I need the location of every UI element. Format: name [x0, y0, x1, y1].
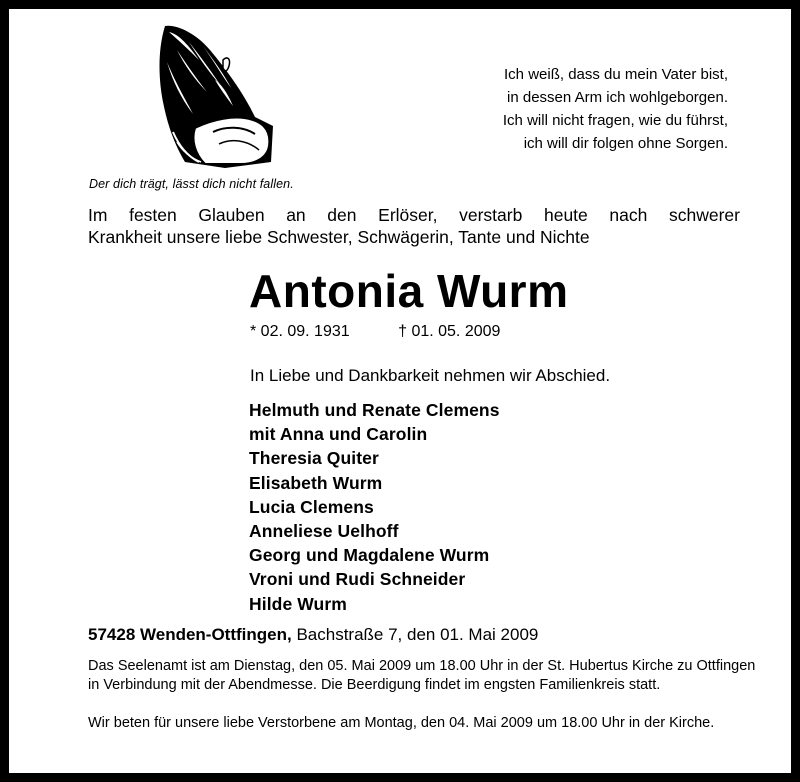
- poem: [503, 63, 728, 155]
- mourner: Elisabeth Wurm: [249, 472, 383, 493]
- mourner: Vroni und Rudi Schneider: [249, 569, 466, 590]
- poem-line: in dessen Arm ich wohlgeborgen.: [507, 89, 728, 106]
- mourner: Helmuth und Renate Clemens: [249, 400, 500, 420]
- birth-date: * 02. 09. 1931: [250, 323, 350, 340]
- address-place: 57428 Wenden-Ottfingen,: [88, 625, 292, 644]
- mourner: Hilde Wurm: [249, 593, 347, 614]
- deceased-name: Antonia Wurm: [249, 265, 569, 317]
- poem-line: Ich will nicht fragen, wie du führst,: [502, 112, 728, 129]
- life-dates: [250, 323, 500, 341]
- poem-line: Ich weiß, dass du mein Vater bist,: [504, 66, 728, 83]
- mourner: Theresia Quiter: [249, 448, 379, 469]
- mourner: Anneliese Uelhoff: [249, 521, 399, 542]
- address-rest: Bachstraße 7, den 01. Mai 2009: [291, 625, 539, 644]
- mourner: Lucia Clemens: [249, 496, 374, 517]
- address-line: [88, 625, 538, 645]
- death-date: † 01. 05. 2009: [398, 323, 501, 340]
- motto-caption: Der dich trägt, lässt dich nicht fallen.: [89, 177, 294, 191]
- poem-line: ich will dir folgen ohne Sorgen.: [523, 135, 728, 152]
- intro-line-1: Im festen Glauben an den Erlöser, verstarb heute nach schwerer: [88, 205, 740, 225]
- mourners-list: [249, 398, 500, 616]
- obituary-card: [9, 9, 791, 773]
- service-notice: Das Seelenamt ist am Dienstag, den 05. Mai 2009 um 18.00 Uhr in der St. Hubertus Kirche zu Ottfingen in Verbindung mit der Abendmesse. Die Beerdigung findet im engsten Familienkreis statt.: [88, 658, 756, 693]
- farewell-text: In Liebe und Dankbarkeit nehmen wir Abschied.: [250, 366, 611, 385]
- praying-hands-icon: [155, 22, 275, 168]
- mourner: mit Anna und Carolin: [249, 424, 428, 445]
- intro-line-2: Krankheit unsere liebe Schwester, Schwägerin, Tante und Nichte: [88, 227, 590, 247]
- prayer-notice: Wir beten für unsere liebe Verstorbene am Montag, den 04. Mai 2009 um 18.00 Uhr in der Kirche.: [88, 715, 715, 731]
- mourner: Georg und Magdalene Wurm: [249, 545, 490, 566]
- intro-text: [88, 204, 740, 248]
